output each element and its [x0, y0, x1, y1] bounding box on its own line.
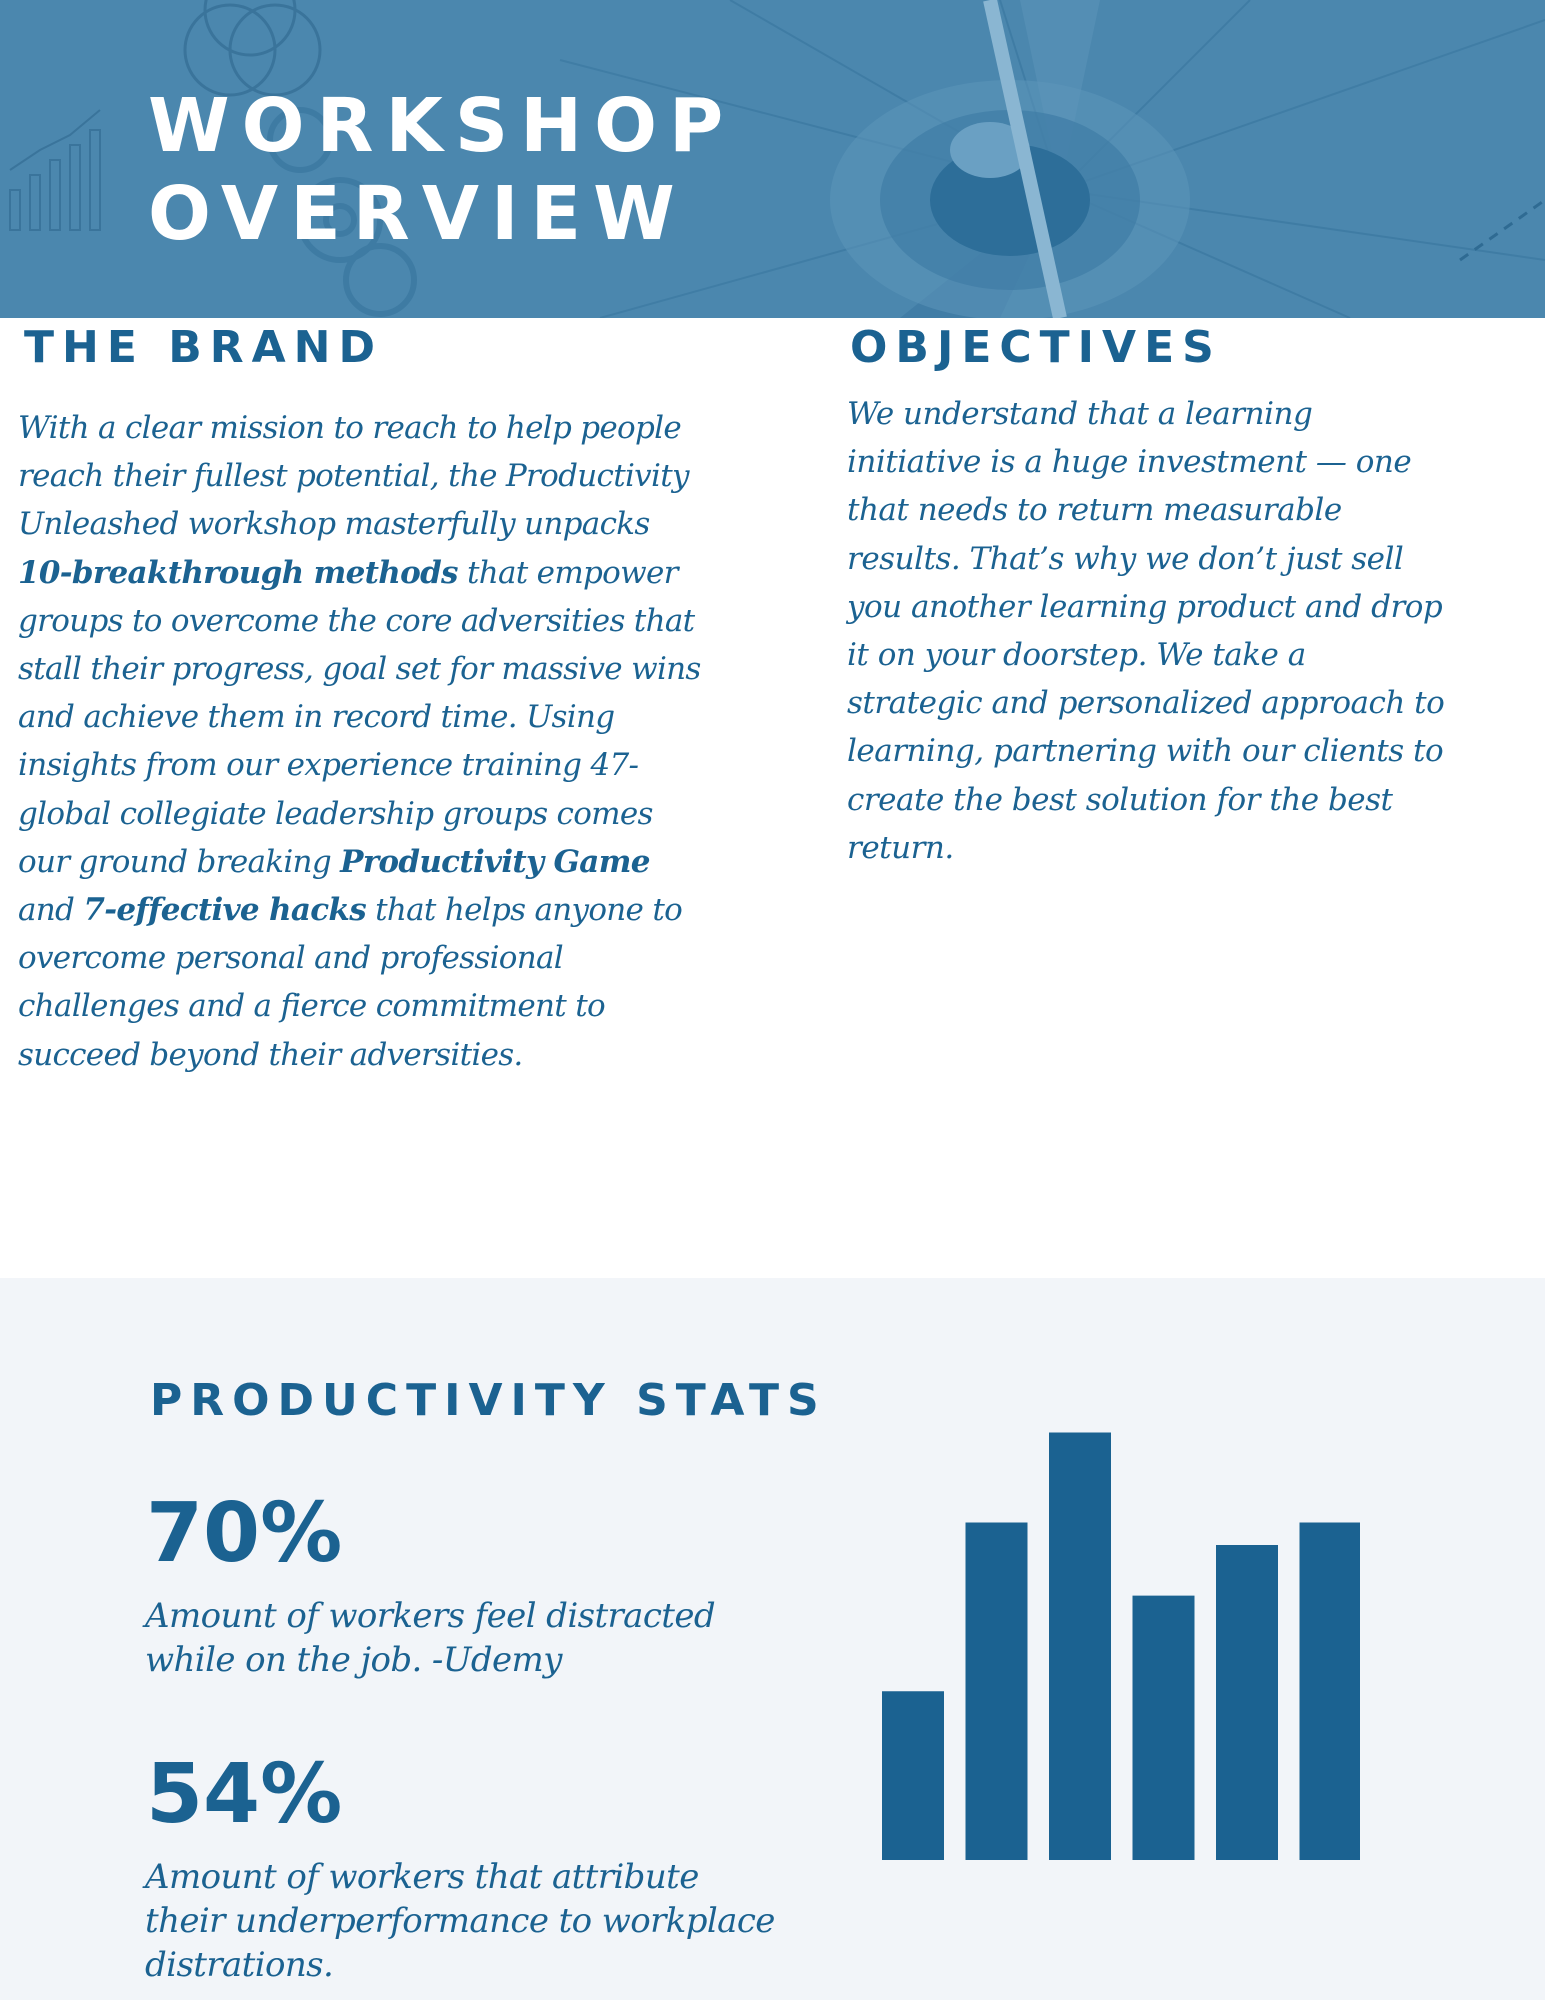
chart-bar [1300, 1523, 1361, 1861]
header-banner [0, 0, 1545, 318]
brand-text-segment: With a clear mission to reach to help people reach their fullest potential, the Productivity Unleashed workshop masterfully unpacks [18, 410, 689, 543]
stat-value: 54% [146, 1747, 343, 1842]
chart-bar [966, 1523, 1028, 1861]
brand-text-segment: that empower groups to overcome the core adversities that stall their progress, goal set for massive wins and achieve them in record time. Using insights from our experience training 47-global collegiate leadership groups comes our ground breaking [18, 554, 701, 880]
chart-bar [1133, 1596, 1195, 1860]
objectives-heading: OBJECTIVES [850, 322, 1222, 373]
page-title-line2: OVERVIEW [148, 171, 687, 257]
brand-text [18, 404, 708, 1079]
brand-text-segment: that helps anyone to overcome personal and professional challenges and a fierce commitment to succeed beyond their adversities. [18, 892, 683, 1073]
stat-description: Amount of workers feel distracted while on the job. -Udemy [145, 1596, 716, 1680]
page-title [148, 82, 735, 258]
brand-text-segment: and [18, 892, 84, 929]
brand-text-highlight: Productivity Game [340, 843, 650, 880]
stats-bar-chart [860, 1410, 1360, 1860]
stat-value: 70% [146, 1486, 343, 1581]
brand-text-highlight: 10-breakthrough methods [18, 554, 458, 591]
page-title-line1: WORKSHOP [148, 83, 736, 169]
stat-description: Amount of workers that attribute their underperformance to workplace distrations. [145, 1857, 775, 1985]
chart-bar [1049, 1433, 1111, 1861]
brand-text-highlight: 7-effective hacks [83, 892, 366, 929]
objectives-text: We understand that a learning initiative is a huge investment — one that needs to return measurable results. That’s why we don’t just sell you another learning product and drop it on your doorstep. We take a strategic and personalized approach to learning, partnering with our clients to create the best solution for the best return. [847, 396, 1445, 866]
chart-bar [1216, 1545, 1278, 1860]
brand-heading: THE BRAND [24, 322, 384, 373]
stats-heading: PRODUCTIVITY STATS [150, 1375, 827, 1426]
chart-bar [882, 1691, 944, 1860]
